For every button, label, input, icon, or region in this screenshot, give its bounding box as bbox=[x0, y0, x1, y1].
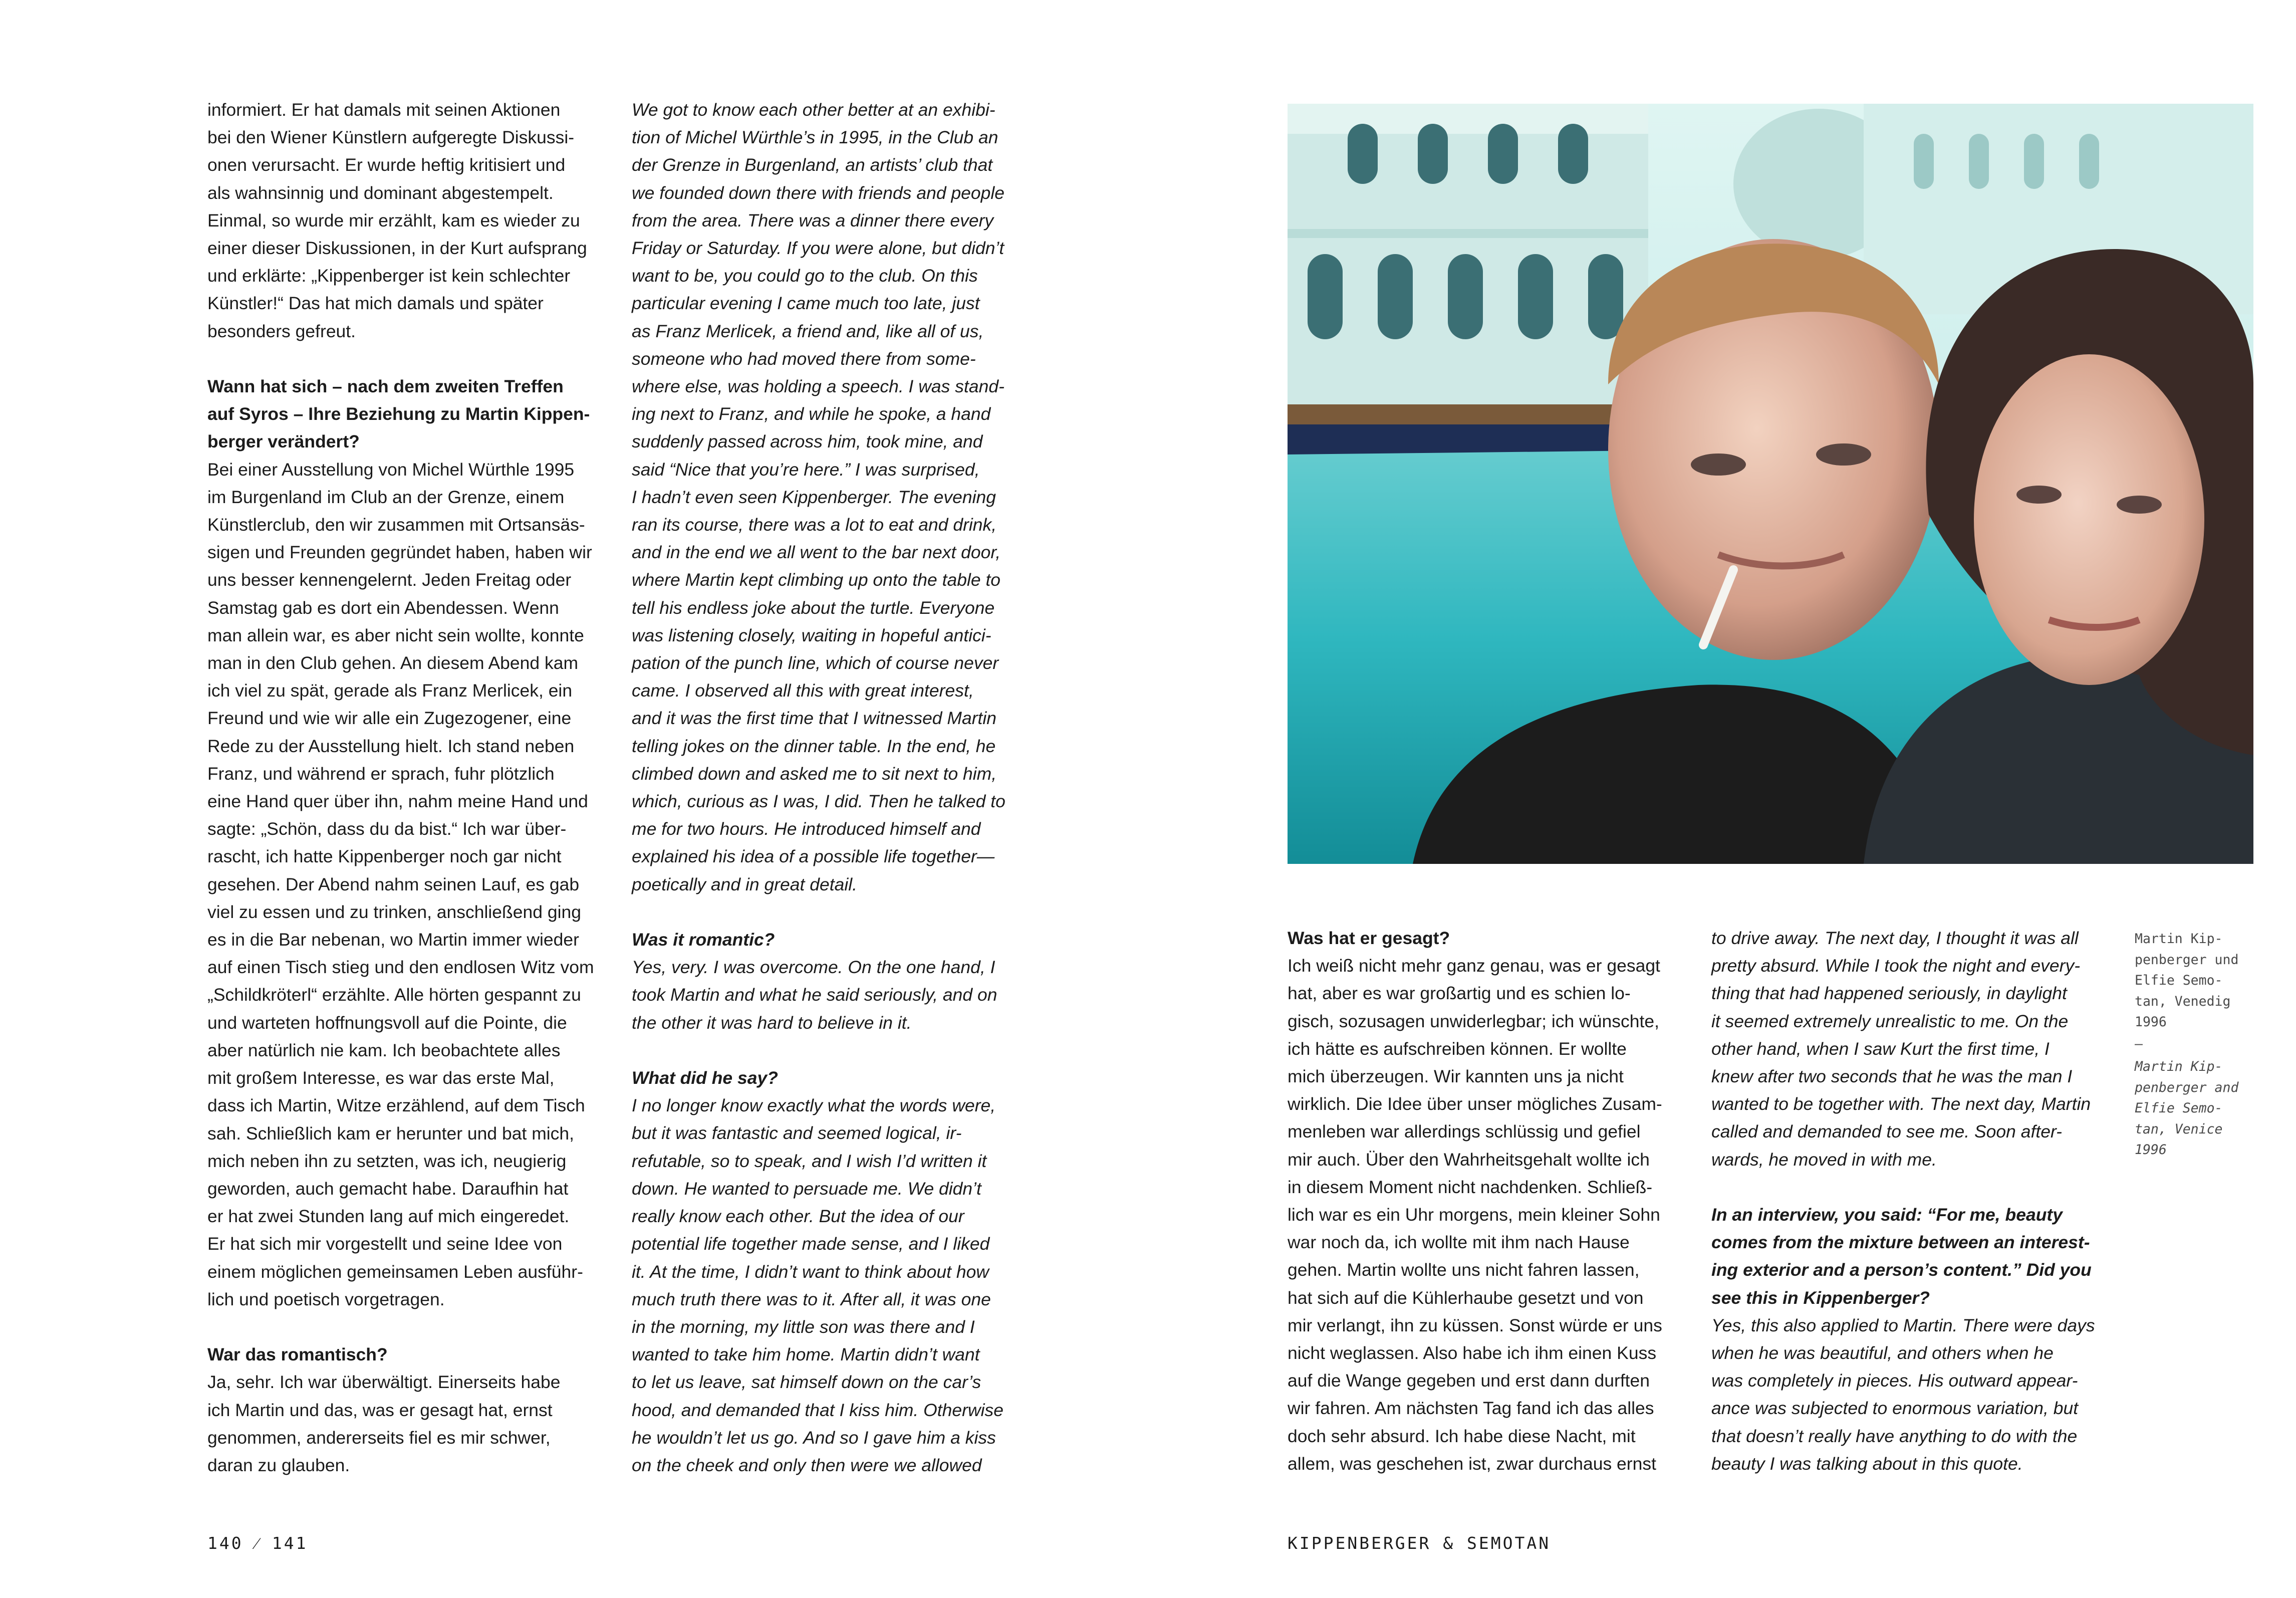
text-line: sigen und Freunden gegründet haben, haben wir bbox=[207, 542, 592, 563]
caption-divider: — bbox=[2135, 1036, 2143, 1052]
text-line: viel zu essen und zu trinken, anschließend ging bbox=[207, 901, 581, 922]
text-line: Yes, this also applied to Martin. There were days bbox=[1711, 1315, 2095, 1335]
question-line: Was hat er gesagt? bbox=[1288, 928, 1450, 948]
text-line: Ich weiß nicht mehr ganz genau, was er gesagt bbox=[1288, 956, 1660, 976]
text-line: Bei einer Ausstellung von Michel Würthle 1995 bbox=[207, 459, 575, 480]
caption-line: 1996 bbox=[2135, 1142, 2167, 1158]
text-line: Künstlerclub, den wir zusammen mit Ortsansäs- bbox=[207, 515, 585, 535]
text-line: and it was the first time that I witnessed Martin bbox=[632, 708, 997, 729]
paragraph-gap bbox=[207, 1313, 608, 1341]
text-line: lich war es ein Uhr morgens, mein kleiner Sohn bbox=[1288, 1205, 1660, 1225]
left-column-german bbox=[207, 96, 608, 1479]
text-line: took Martin and what he said seriously, and on bbox=[632, 985, 997, 1005]
text-line: potential life together made sense, and I liked bbox=[632, 1234, 990, 1254]
question-line: see this in Kippenberger? bbox=[1711, 1287, 1930, 1308]
text-line: ich Martin und das, was er gesagt hat, ernst bbox=[207, 1400, 553, 1420]
text-line: in diesem Moment nicht nachdenken. Schließ- bbox=[1288, 1177, 1653, 1197]
caption-line: tan, Venedig bbox=[2135, 993, 2231, 1009]
caption-line: penberger and bbox=[2135, 1079, 2239, 1095]
text-line: gehen. Martin wollte uns nicht fahren lassen, bbox=[1288, 1260, 1640, 1280]
text-line: came. I observed all this with great interest, bbox=[632, 680, 974, 701]
text-line: Freund und wie wir alle ein Zugezogener, eine bbox=[207, 708, 572, 729]
text-line: dass ich Martin, Witze erzählend, auf dem Tisch bbox=[207, 1095, 585, 1116]
text-line: einer dieser Diskussionen, in der Kurt aufsprang bbox=[207, 238, 587, 259]
text-line: which, curious as I was, I did. Then he talked to bbox=[632, 791, 1005, 812]
caption-line: Elfie Semo- bbox=[2135, 1100, 2223, 1116]
text-line: Friday or Saturday. If you were alone, but didn’t bbox=[632, 238, 1004, 259]
text-line: er hat zwei Stunden lang auf mich eingeredet. bbox=[207, 1206, 570, 1227]
text-line: the other it was hard to believe in it. bbox=[632, 1012, 912, 1033]
question-line: comes from the mixture between an interest- bbox=[1711, 1232, 2090, 1253]
text-line: tion of Michel Würthle’s in 1995, in the Club an bbox=[632, 127, 998, 148]
text-line: we founded down there with friends and people bbox=[632, 182, 1005, 203]
right-column-english bbox=[1711, 925, 2112, 1478]
text-line: eine Hand quer über ihn, nahm meine Hand und bbox=[207, 791, 588, 812]
text-line: telling jokes on the dinner table. In the end, he bbox=[632, 736, 996, 756]
text-line: Künstler!“ Das hat mich damals und später bbox=[207, 293, 544, 314]
text-line: really know each other. But the idea of our bbox=[632, 1206, 964, 1227]
text-line: mich überzeugen. Wir kannten uns ja nicht bbox=[1288, 1066, 1624, 1087]
question-line: berger verändert? bbox=[207, 431, 360, 452]
text-line: refutable, so to speak, and I wish I’d written it bbox=[632, 1151, 987, 1171]
caption-line: Martin Kip- bbox=[2135, 931, 2223, 947]
photo-venice-couple-icon bbox=[1288, 104, 2253, 864]
text-line: on the cheek and only then were we allowed bbox=[632, 1455, 982, 1475]
text-line: I hadn’t even seen Kippenberger. The evening bbox=[632, 487, 996, 507]
text-line: uns besser kennengelernt. Jeden Freitag oder bbox=[207, 570, 572, 590]
text-line: einem möglichen gemeinsamen Leben ausführ- bbox=[207, 1261, 583, 1282]
text-line: other hand, when I saw Kurt the first time, I bbox=[1711, 1038, 2050, 1059]
text-line: explained his idea of a possible life together— bbox=[632, 846, 995, 867]
text-line: called and demanded to see me. Soon after- bbox=[1711, 1121, 2062, 1142]
text-line: ance was subjected to enormous variation, but bbox=[1711, 1398, 2079, 1419]
text-line: sagte: „Schön, dass du da bist.“ Ich war über- bbox=[207, 819, 567, 839]
text-line: lich und poetisch vorgetragen. bbox=[207, 1289, 445, 1309]
text-line: down. He wanted to persuade me. We didn’t bbox=[632, 1178, 981, 1199]
text-line: was completely in pieces. His outward appear- bbox=[1711, 1371, 2078, 1391]
text-line: allem, was geschehen ist, zwar durchaus ernst bbox=[1288, 1453, 1656, 1474]
question-line: Was it romantic? bbox=[632, 930, 775, 950]
right-column-german bbox=[1288, 925, 1688, 1478]
text-line: Ja, sehr. Ich war überwältigt. Einerseits habe bbox=[207, 1372, 561, 1393]
text-line: from the area. There was a dinner there every bbox=[632, 210, 994, 231]
text-line: climbed down and asked me to sit next to him, bbox=[632, 763, 997, 784]
text-line: was listening closely, waiting in hopeful antici- bbox=[632, 625, 991, 645]
text-line: to let us leave, sat himself down on the car’s bbox=[632, 1372, 981, 1393]
paragraph-gap bbox=[207, 345, 608, 373]
text-line: pation of the punch line, which of course never bbox=[632, 653, 999, 673]
text-line: where Martin kept climbing up onto the table to bbox=[632, 570, 1001, 590]
text-line: Rede zu der Ausstellung hielt. Ich stand neben bbox=[207, 736, 575, 756]
question-line: auf Syros – Ihre Beziehung zu Martin Kippen- bbox=[207, 404, 590, 424]
text-line: wirklich. Die Idee über unser mögliches Zusam- bbox=[1288, 1094, 1662, 1114]
text-line: menleben war allerdings schlüssig und gefiel bbox=[1288, 1121, 1641, 1142]
text-line: We got to know each other better at an exhibi- bbox=[632, 100, 995, 120]
text-line: I no longer know exactly what the words were, bbox=[632, 1095, 996, 1116]
text-line: als wahnsinnig und dominant abgestempelt. bbox=[207, 182, 554, 203]
text-line: mich neben ihn zu setzten, was ich, neugierig bbox=[207, 1151, 567, 1171]
text-line: doch sehr absurd. Ich habe diese Nacht, mit bbox=[1288, 1426, 1636, 1446]
text-line: want to be, you could go to the club. On this bbox=[632, 266, 978, 286]
text-line: nicht weglassen. Also habe ich ihm einen Kuss bbox=[1288, 1343, 1657, 1363]
page-numbers: 140 ⁄ 141 bbox=[207, 1533, 308, 1553]
left-column-english bbox=[632, 96, 1033, 1479]
text-line: Yes, very. I was overcome. On the one hand, I bbox=[632, 957, 995, 978]
caption-line: tan, Venice bbox=[2135, 1121, 2223, 1137]
text-line: someone who had moved there from some- bbox=[632, 348, 976, 369]
text-line: informiert. Er hat damals mit seinen Aktionen bbox=[207, 100, 561, 120]
text-line: knew after two seconds that he was the man I bbox=[1711, 1066, 2073, 1087]
text-line: to drive away. The next day, I thought it was all bbox=[1711, 928, 2079, 948]
text-line: besonders gefreut. bbox=[207, 321, 356, 341]
text-line: gisch, sozusagen unwiderlegbar; ich wünschte, bbox=[1288, 1011, 1659, 1031]
text-line: onen verursacht. Er wurde heftig kritisiert und bbox=[207, 155, 566, 175]
text-line: that doesn’t really have anything to do with the bbox=[1711, 1426, 2078, 1446]
question-line: What did he say? bbox=[632, 1068, 778, 1088]
paragraph-gap bbox=[632, 1037, 1033, 1064]
paragraph-gap bbox=[1711, 1174, 2112, 1201]
text-line: mir verlangt, ihn zu küssen. Sonst würde er uns bbox=[1288, 1315, 1662, 1335]
text-line: ich hätte es aufschreiben können. Er wollte bbox=[1288, 1038, 1627, 1059]
caption-english bbox=[2135, 1056, 2275, 1161]
text-line: and in the end we all went to the bar next door, bbox=[632, 542, 1001, 563]
text-line: when he was beautiful, and others when he bbox=[1711, 1343, 2054, 1363]
text-line: „Schildkröterl“ erzählte. Alle hörten gespannt zu bbox=[207, 985, 581, 1005]
text-line: der Grenze in Burgenland, an artists’ club that bbox=[632, 155, 993, 175]
text-line: tell his endless joke about the turtle. Everyone bbox=[632, 597, 995, 618]
text-line: gesehen. Der Abend nahm seinen Lauf, es gab bbox=[207, 874, 580, 894]
text-line: Franz, und während er sprach, fuhr plötzlich bbox=[207, 763, 555, 784]
caption-line: 1996 bbox=[2135, 1014, 2167, 1030]
question-line: In an interview, you said: “For me, beauty bbox=[1711, 1205, 2063, 1225]
text-line: geworden, auch gemacht habe. Daraufhin hat bbox=[207, 1178, 569, 1199]
text-line: Er hat sich mir vorgestellt und seine Idee von bbox=[207, 1234, 563, 1254]
question-line: ing exterior and a person’s content.” Did you bbox=[1711, 1260, 2092, 1280]
text-line: he wouldn’t let us go. And so I gave him a kiss bbox=[632, 1427, 996, 1448]
photograph bbox=[1288, 104, 2253, 864]
text-line: me for two hours. He introduced himself and bbox=[632, 819, 981, 839]
running-head: KIPPENBERGER & SEMOTAN bbox=[1288, 1533, 1551, 1553]
text-line: rascht, ich hatte Kippenberger noch gar nicht bbox=[207, 846, 562, 867]
text-line: wards, he moved in with me. bbox=[1711, 1149, 1937, 1170]
text-line: ich viel zu spät, gerade als Franz Merlicek, ein bbox=[207, 680, 573, 701]
photo-caption bbox=[2135, 929, 2275, 1161]
text-line: bei den Wiener Künstlern aufgeregte Diskussi- bbox=[207, 127, 575, 148]
text-line: poetically and in great detail. bbox=[632, 874, 857, 894]
text-line: auf die Wange gegeben und erst dann durften bbox=[1288, 1371, 1650, 1391]
text-line: Einmal, so wurde mir erzählt, kam es wieder zu bbox=[207, 210, 580, 231]
text-line: much truth there was to it. After all, it was one bbox=[632, 1289, 991, 1309]
text-line: ran its course, there was a lot to eat and drink, bbox=[632, 515, 997, 535]
text-line: auf einen Tisch stieg und den endlosen Witz vom bbox=[207, 957, 594, 978]
caption-line: penberger und bbox=[2135, 952, 2239, 968]
text-line: wanted to be together with. The next day, Martin bbox=[1711, 1094, 2091, 1114]
text-line: hat sich auf die Kühlerhaube gesetzt und von bbox=[1288, 1287, 1644, 1308]
text-line: es in die Bar nebenan, wo Martin immer wieder bbox=[207, 930, 579, 950]
text-line: wanted to take him home. Martin didn’t want bbox=[632, 1344, 980, 1365]
text-line: suddenly passed across him, took mine, and bbox=[632, 431, 983, 452]
text-line: where else, was holding a speech. I was stand- bbox=[632, 376, 1004, 397]
text-line: but it was fantastic and seemed logical, ir- bbox=[632, 1123, 962, 1144]
text-line: sah. Schließlich kam er herunter und bat mich, bbox=[207, 1123, 575, 1144]
text-line: und warteten hoffnungsvoll auf die Pointe, die bbox=[207, 1012, 567, 1033]
text-line: hood, and demanded that I kiss him. Otherwise bbox=[632, 1400, 1003, 1420]
text-line: mit großem Interesse, es war das erste Mal, bbox=[207, 1068, 555, 1088]
text-line: beauty I was talking about in this quote. bbox=[1711, 1453, 2023, 1474]
text-line: said “Nice that you’re here.” I was surprised, bbox=[632, 459, 980, 480]
text-line: it seemed extremely unrealistic to me. On the bbox=[1711, 1011, 2069, 1031]
text-line: hat, aber es war großartig und es schien lo- bbox=[1288, 983, 1631, 1004]
text-line: daran zu glauben. bbox=[207, 1455, 350, 1475]
text-line: aber natürlich nie kam. Ich beobachtete alles bbox=[207, 1040, 561, 1060]
question-line: War das romantisch? bbox=[207, 1344, 388, 1365]
text-line: particular evening I came much too late, just bbox=[632, 293, 980, 314]
text-line: genommen, andererseits fiel es mir schwer, bbox=[207, 1427, 551, 1448]
text-line: man in den Club gehen. An diesem Abend kam bbox=[207, 653, 579, 673]
caption-line: Martin Kip- bbox=[2135, 1059, 2223, 1074]
text-line: wir fahren. Am nächsten Tag fand ich das alles bbox=[1288, 1398, 1654, 1419]
text-line: pretty absurd. While I took the night and every- bbox=[1711, 956, 2081, 976]
caption-line: Elfie Semo- bbox=[2135, 973, 2223, 988]
text-line: in the morning, my little son was there and I bbox=[632, 1316, 975, 1337]
text-line: mir auch. Über den Wahrheitsgehalt wollte ich bbox=[1288, 1149, 1650, 1170]
text-line: ing next to Franz, and while he spoke, a hand bbox=[632, 404, 991, 424]
caption-german bbox=[2135, 929, 2275, 1033]
paragraph-gap bbox=[632, 898, 1033, 926]
text-line: as Franz Merlicek, a friend and, like all of us, bbox=[632, 321, 984, 341]
text-line: man allein war, es aber nicht sein wollte, konnte bbox=[207, 625, 584, 645]
text-line: im Burgenland im Club an der Grenze, einem bbox=[207, 487, 565, 507]
text-line: thing that had happened seriously, in daylight bbox=[1711, 983, 2067, 1004]
text-line: war noch da, ich wollte mit ihm nach Hause bbox=[1288, 1232, 1630, 1253]
text-line: Samstag gab es dort ein Abendessen. Wenn bbox=[207, 597, 559, 618]
text-line: it. At the time, I didn’t want to think about how bbox=[632, 1261, 989, 1282]
text-line: und erklärte: „Kippenberger ist kein schlechter bbox=[207, 266, 571, 286]
question-line: Wann hat sich – nach dem zweiten Treffen bbox=[207, 376, 564, 397]
